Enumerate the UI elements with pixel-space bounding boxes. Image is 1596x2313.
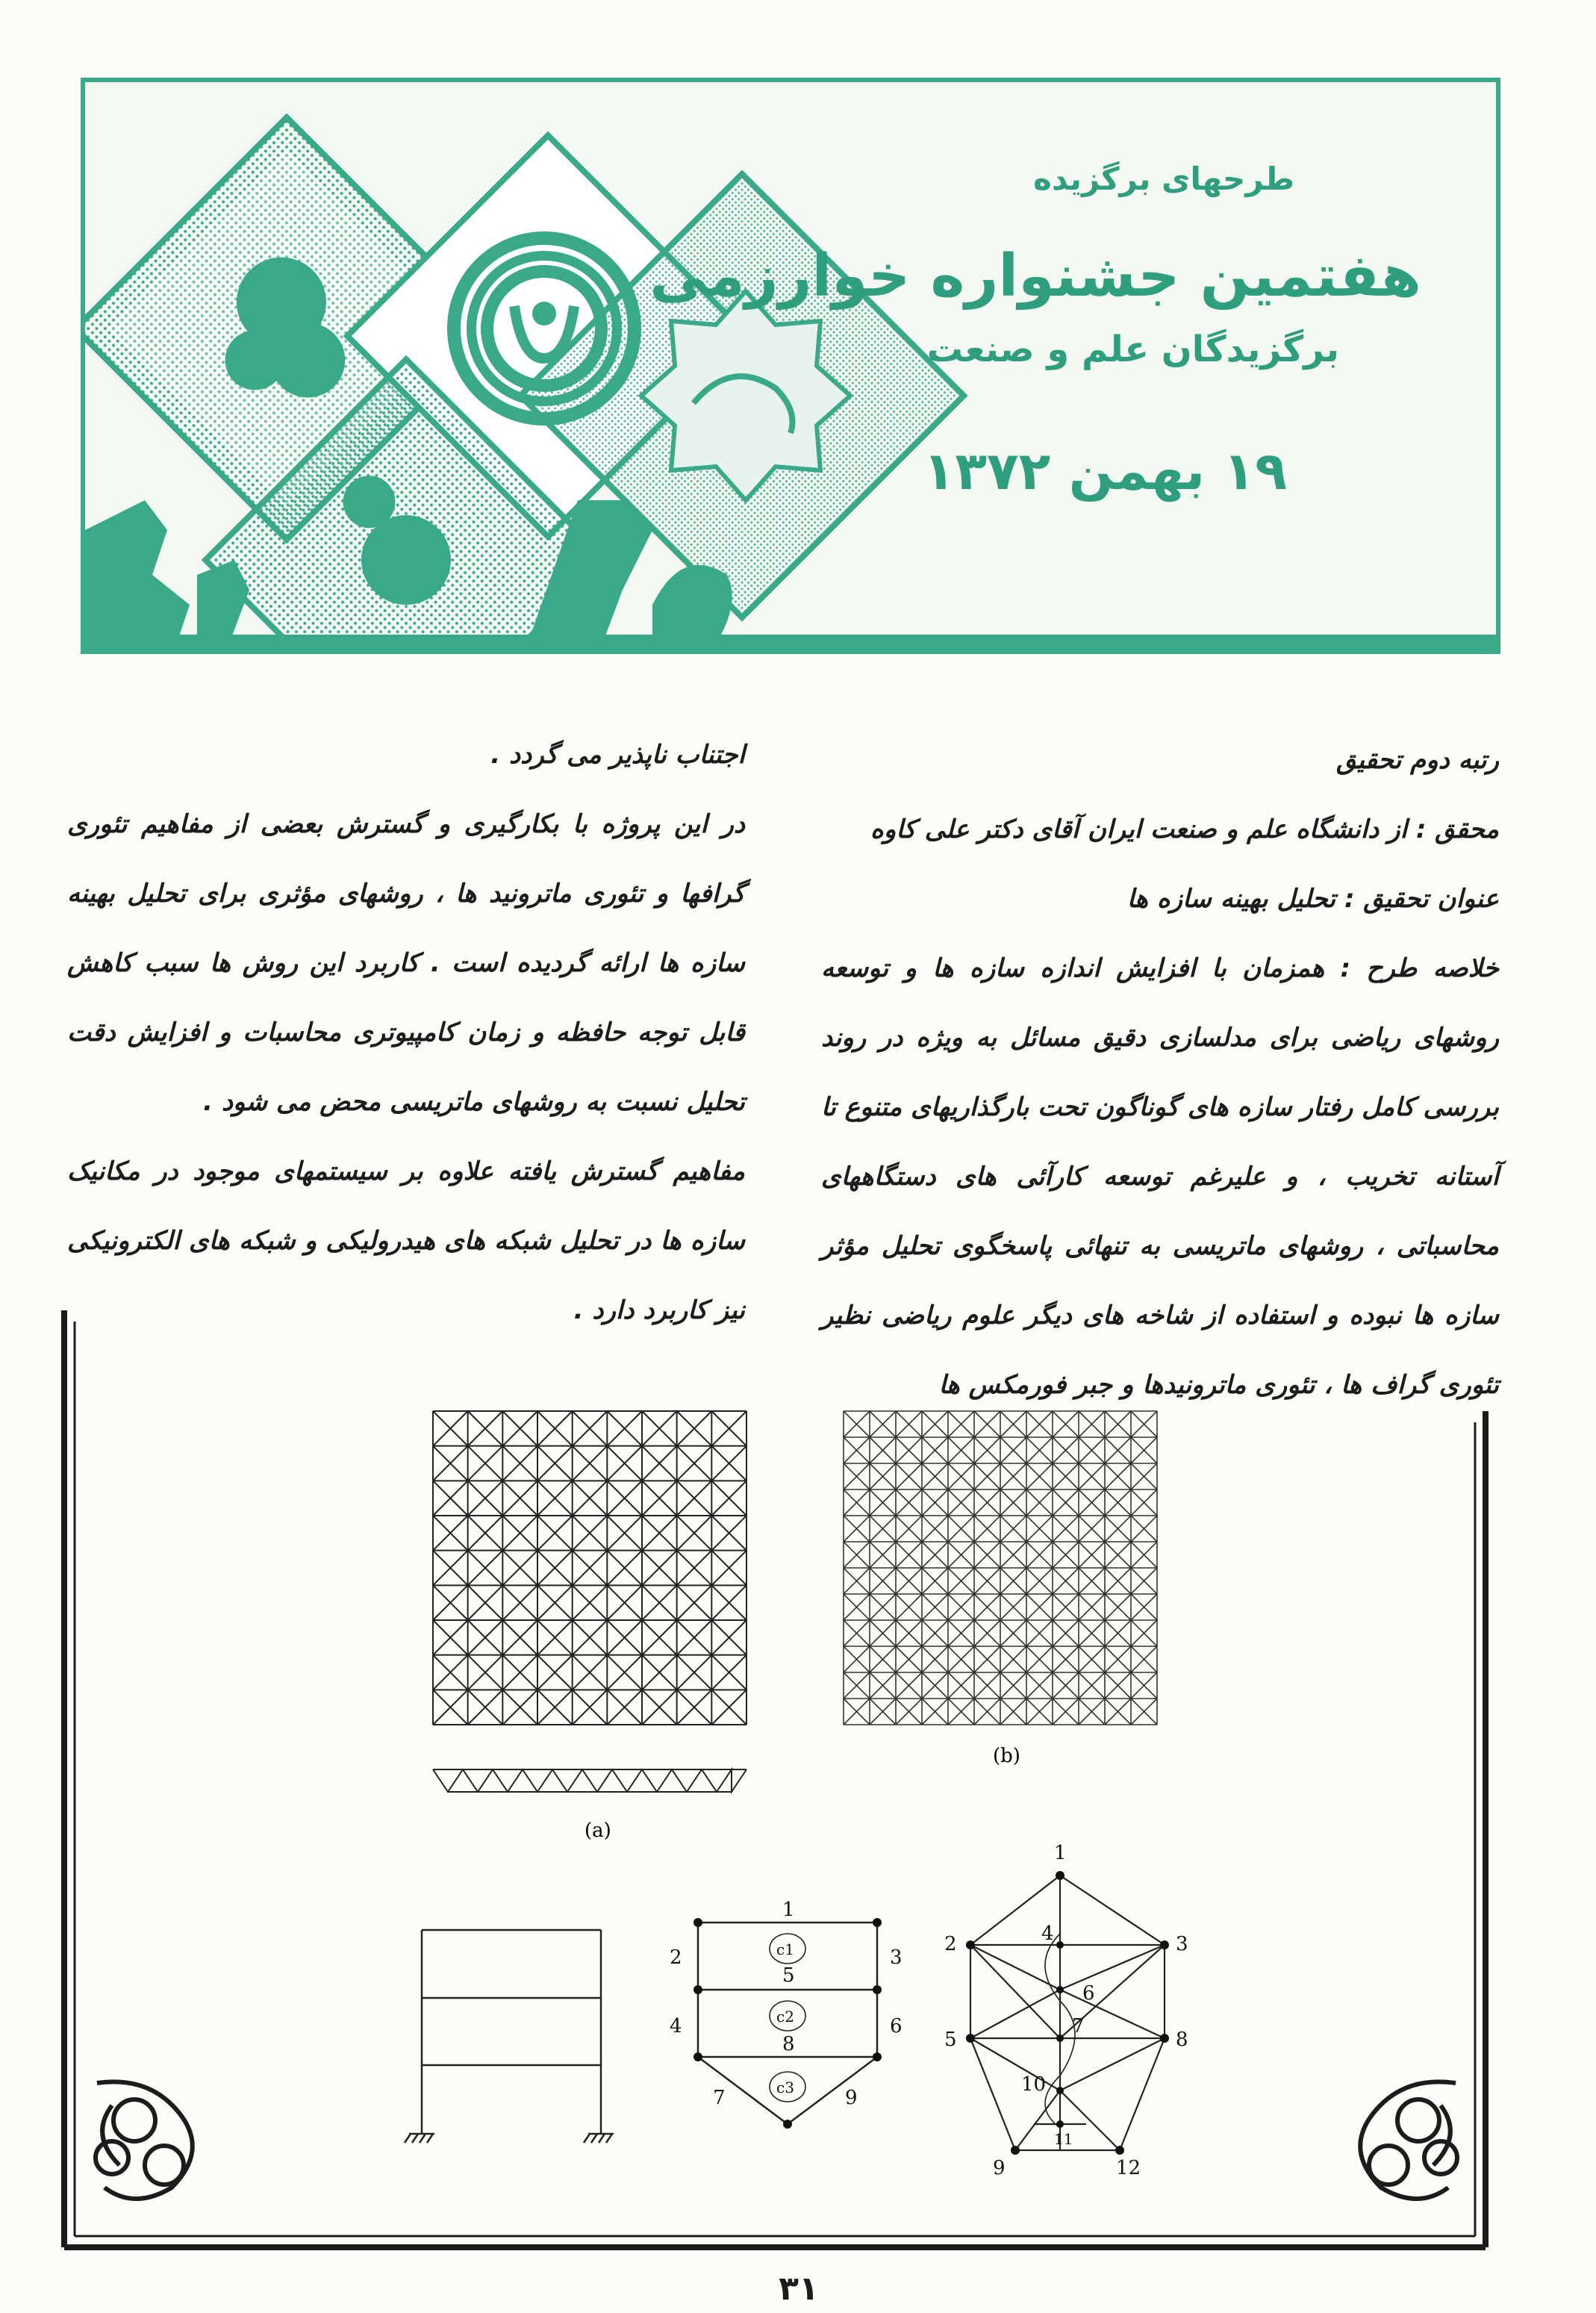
space-grid-b — [844, 1411, 1157, 1725]
researcher-line: محقق : از دانشگاه علم و صنعت ایران آقای دکتر علی کاوه — [870, 815, 1499, 844]
g1-label-9: 9 — [845, 2087, 858, 2109]
g2-label-7: 7 — [1072, 2015, 1085, 2038]
banner-title: هفتمین جشنواره خوارزمی — [649, 243, 1421, 310]
g2-label-8: 8 — [1176, 2029, 1188, 2051]
space-grid-a — [433, 1411, 746, 1725]
g2-label-4: 4 — [1041, 1923, 1054, 1945]
g1-label-3: 3 — [890, 1946, 903, 1969]
graph-triangulated — [970, 1875, 1165, 2150]
g1-label-8: 8 — [782, 2033, 795, 2055]
g1-cycle-2: c2 — [776, 2008, 794, 2026]
truss-profile — [433, 1769, 746, 1792]
g1-label-7: 7 — [713, 2087, 726, 2109]
ornament-left-icon — [96, 2082, 193, 2199]
g2-label-9: 9 — [993, 2157, 1006, 2179]
page-number: ۳۱ — [779, 2270, 819, 2308]
left-paragraph-3: مفاهیم گسترش یافته علاوه بر سیستمهای موجود در مکانیک سازه ها در تحلیل شبکه های هیدرولیکی و شبکه های الکترونیکی نیز کاربرد دارد . — [67, 1156, 745, 1325]
g1-label-4: 4 — [670, 2015, 682, 2038]
g2-label-5: 5 — [944, 2029, 957, 2051]
g2-label-12: 12 — [1116, 2157, 1141, 2179]
g1-label-1: 1 — [782, 1899, 795, 1921]
g1-cycle-1: c1 — [776, 1940, 794, 1958]
rank-line: رتبه دوم تحقیق — [1336, 745, 1499, 775]
g1-label-2: 2 — [670, 1946, 682, 1969]
g1-cycle-3: c3 — [776, 2079, 794, 2096]
left-paragraph-2: در این پروژه با بکارگیری و گسترش بعضی از مفاهیم تئوری گرافها و تئوری ماترونید ها ، روشهای مؤثری برای تحلیل بهینه سازه ها ارائه گردیده است . کاربرد این روش ها سبب کاهش قابل توجه حافظه و زمان کامپیوتری محاسبات و افزایش دقت تحلیل نسبت به روشهای ماتریسی محض می شود . — [67, 809, 746, 1117]
g2-label-6: 6 — [1082, 1982, 1095, 2005]
g2-label-10: 10 — [1021, 2073, 1047, 2096]
figure-label-a: (a) — [585, 1819, 611, 1842]
g2-label-11: 11 — [1054, 2130, 1073, 2148]
g1-label-6: 6 — [890, 2015, 903, 2038]
banner-date: ۱۹ بهمن ۱۳۷۲ — [923, 441, 1287, 502]
g2-label-1: 1 — [1054, 1842, 1067, 1864]
portal-frame — [405, 1930, 614, 2143]
graph-triangulated-nodes — [966, 1871, 1169, 2155]
banner-tagline: برگزیدگان علم و صنعت — [926, 329, 1339, 370]
banner-subtitle: طرحهای برگزیده — [1033, 161, 1294, 197]
figure-label-b: (b) — [993, 1745, 1020, 1767]
g2-label-3: 3 — [1176, 1933, 1188, 1955]
summary-paragraph: خلاصه طرح : همزمان با افزایش اندازه سازه ها و توسعه روشهای ریاضی برای مدلسازی دقیق مسائل به ویژه در روند بررسی کامل رفتار سازه های گوناگون تحت بارگذاریهای متنوع تا آستانه تخریب ، و علیرغم توسعه کارآئی های دستگاههای محاسباتی ، روشهای ماتریسی به تنهائی پاسخگوی تحلیل مؤثر سازه ها نبوده و استفاده از شاخه های دیگر علوم ریاضی نظیر تئوری گراف ها ، تئوری ماترونیدها و جبر فورمکس ها — [821, 953, 1499, 1400]
left-paragraph-1: اجتناب ناپذیر می گردد . — [490, 740, 745, 770]
ornament-right-icon — [1360, 2082, 1457, 2199]
research-title-line: عنوان تحقیق : تحلیل بهینه سازه ها — [1126, 884, 1499, 914]
g1-label-5: 5 — [782, 1964, 795, 1987]
g2-label-2: 2 — [944, 1933, 957, 1955]
